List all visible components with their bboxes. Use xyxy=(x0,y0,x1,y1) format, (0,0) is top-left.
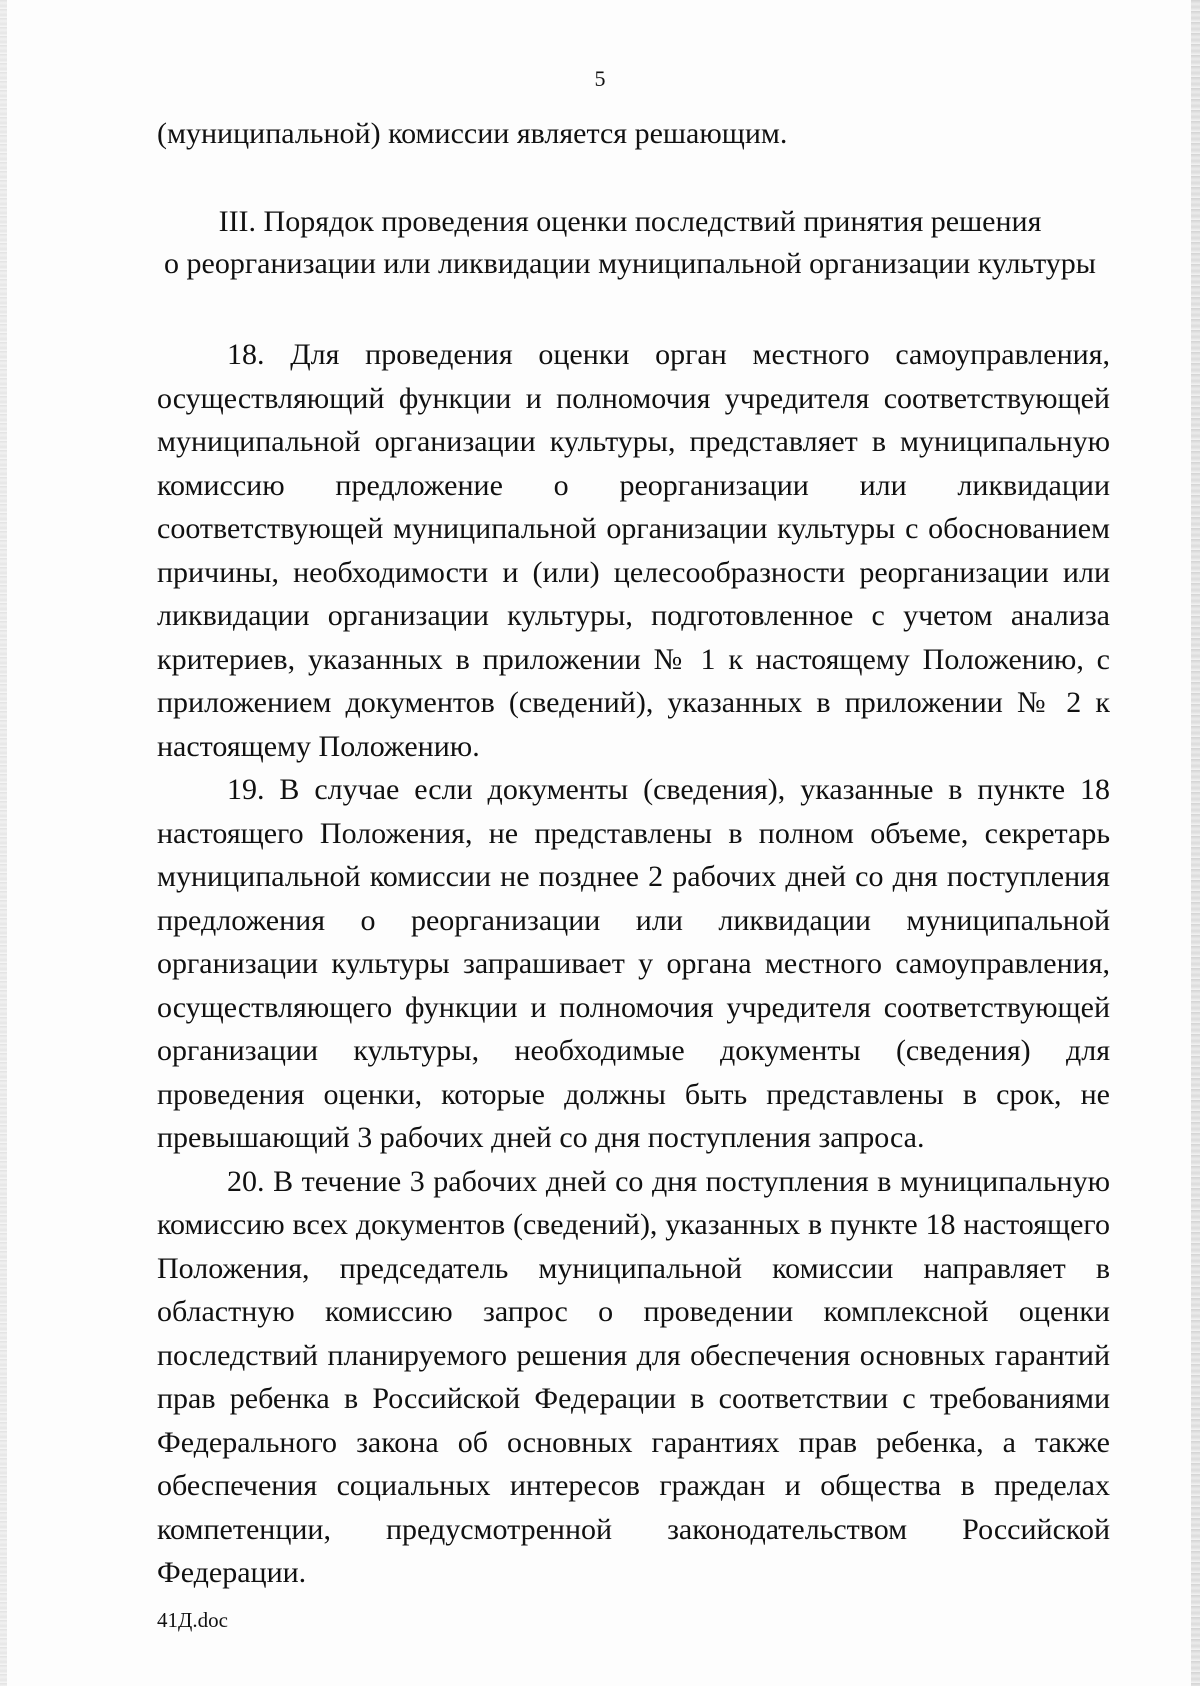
section-title-line-2: о реорганизации или ликвидации муниципальной организации культуры xyxy=(164,247,1096,280)
body-text xyxy=(157,333,1110,1595)
scan-edge-right xyxy=(1191,0,1200,1686)
paragraph-19: 19. В случае если документы (сведения), указанные в пункте 18 настоящего Положения, не представлены в полном объеме, секретарь муниципальной комиссии не позднее 2 рабочих дней со дня поступления предложения о реорганизации или ликвидации муниципальной организации культуры запрашивает у органа местного самоуправления, осуществляющего функции и полномочия учредителя соответствующей организации культуры, необходимые документы (сведения) для проведения оценки, которые должны быть представлены в срок, не превышающий 3 рабочих дней со дня поступления запроса. xyxy=(157,773,1110,1154)
scan-edge-left xyxy=(0,0,7,1686)
paragraph-20: 20. В течение 3 рабочих дней со дня поступления в муниципальную комиссию всех документов (сведений), указанных в пункте 18 настоящего Положения, председатель муниципальной комиссии направляет в областную комиссию запрос о проведении комплексной оценки последствий планируемого решения для обеспечения основных гарантий прав ребенка в Российской Федерации в соответствии с требованиями Федерального закона об основных гарантиях прав ребенка, а также обеспечения социальных интересов граждан и общества в пределах компетенции, предусмотренной законодательством Российской Федерации. xyxy=(157,1164,1110,1589)
continuation-text: (муниципальной) комиссии является решающим. xyxy=(157,117,788,150)
footer-filename: 41Д.doc xyxy=(157,1608,228,1632)
section-title xyxy=(150,201,1110,285)
paragraph-18: 18. Для проведения оценки орган местного самоуправления, осуществляющий функции и полномочия учредителя соответствующей муниципальной организации культуры, представляет в муниципальную комиссию предложение о реорганизации или ликвидации соответствующей муниципальной организации культуры с обоснованием причины, необходимости и (или) целесообразности реорганизации или ликвидации организации культуры, подготовленное с учетом анализа критериев, указанных в приложении № 1 к настоящему Положению, с приложением документов (сведений), указанных в приложении № 2 к настоящему Положению. xyxy=(157,338,1110,763)
section-title-line-1: III. Порядок проведения оценки последствий принятия решения xyxy=(218,205,1042,238)
page-number: 5 xyxy=(594,66,606,91)
